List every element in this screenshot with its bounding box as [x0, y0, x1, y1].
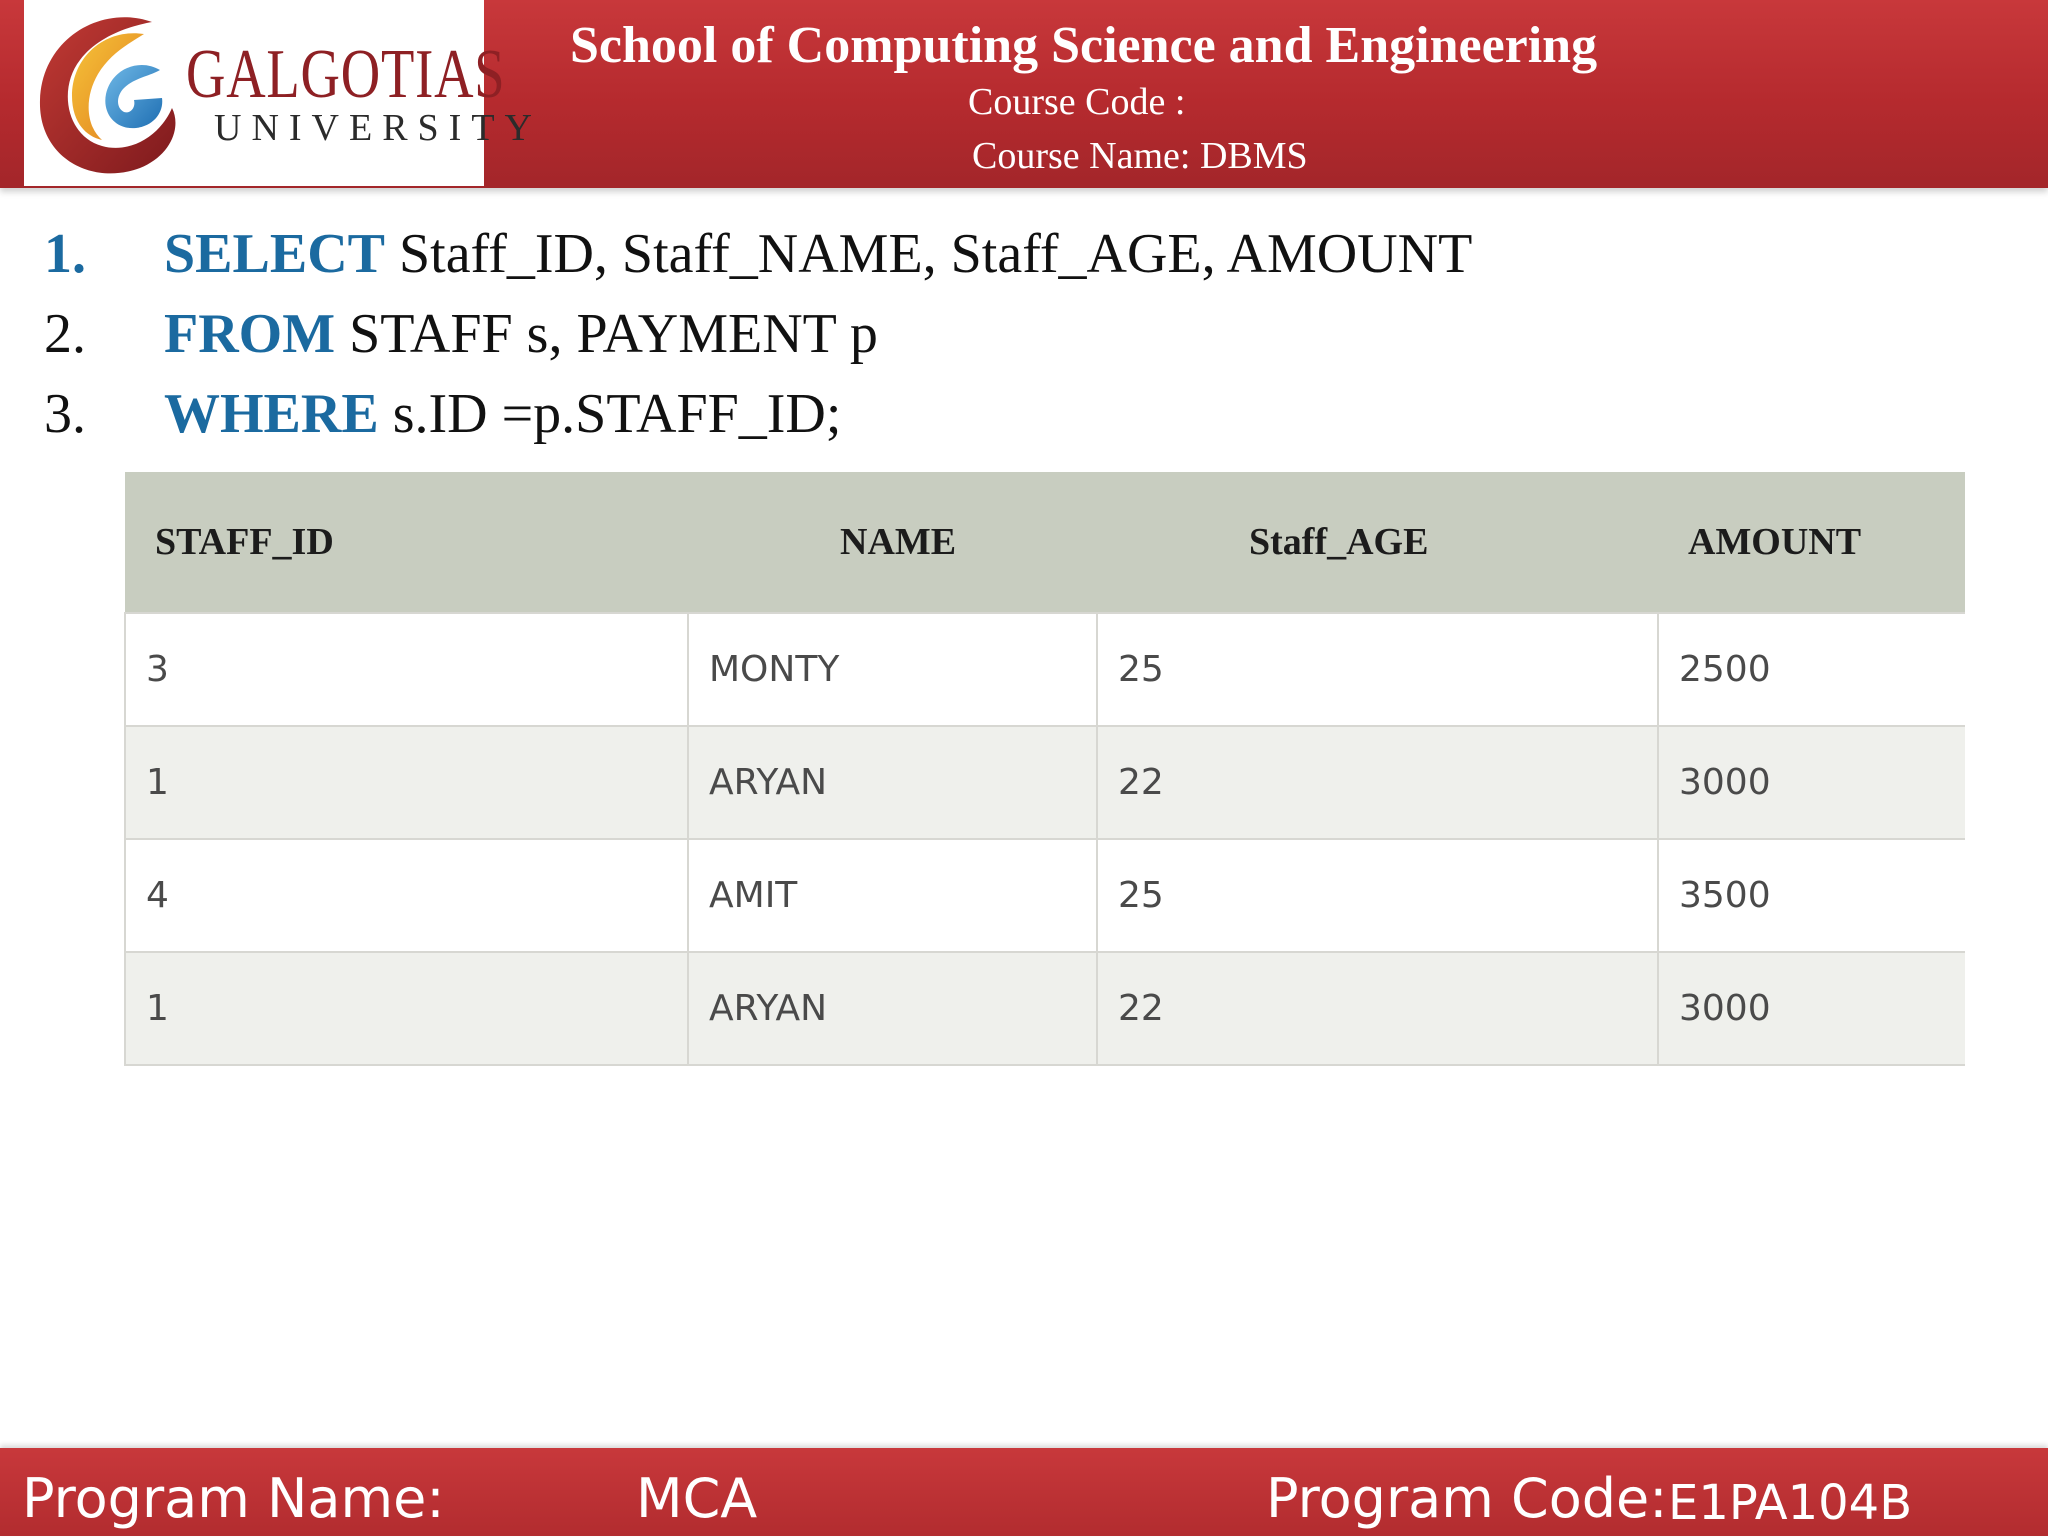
table-cell: 22: [1097, 952, 1658, 1065]
table-row: [125, 952, 1965, 1065]
table-cell: 25: [1097, 839, 1658, 952]
course-code: Course Code :: [968, 81, 1186, 123]
sql-keyword: FROM: [164, 303, 336, 365]
sql-statement: [164, 214, 1472, 294]
header-band: [0, 0, 2048, 188]
table-cell: 3000: [1658, 726, 1965, 839]
table-cell: 2500: [1658, 613, 1965, 726]
data-table: [124, 472, 1965, 1066]
table-cell: 3: [125, 613, 688, 726]
sql-text: Staff_ID, Staff_NAME, Staff_AGE, AMOUNT: [385, 223, 1473, 285]
line-number: 3.: [44, 383, 86, 445]
table-row: [125, 839, 1965, 952]
table-cell: 4: [125, 839, 688, 952]
table-cell: 3500: [1658, 839, 1965, 952]
logo-wordmark: GALGOTIAS: [186, 36, 506, 113]
table-cell: ARYAN: [688, 952, 1097, 1065]
column-header-name: NAME: [688, 472, 1097, 613]
sql-statement: [164, 294, 878, 374]
table-header-row: [125, 472, 1965, 613]
table-cell: 3000: [1658, 952, 1965, 1065]
footer-band: [0, 1448, 2048, 1536]
table-cell: ARYAN: [688, 726, 1097, 839]
table-row: [125, 613, 1965, 726]
sql-query: [44, 214, 2004, 454]
column-header-amount: AMOUNT: [1658, 472, 1965, 613]
sql-line: [44, 214, 2004, 294]
school-title: School of Computing Science and Engineering: [570, 17, 1598, 74]
sql-keyword: SELECT: [164, 223, 385, 285]
course-name: Course Name: DBMS: [972, 135, 1308, 177]
sql-line: [44, 294, 2004, 374]
table-cell: 1: [125, 952, 688, 1065]
column-header-staff-id: STAFF_ID: [125, 472, 688, 613]
column-header-staff-age: Staff_AGE: [1097, 472, 1658, 613]
result-table: [124, 472, 1964, 1066]
table-cell: 22: [1097, 726, 1658, 839]
sql-line: [44, 374, 2004, 454]
table-row: [125, 726, 1965, 839]
table-cell: 25: [1097, 613, 1658, 726]
program-code-value: E1PA104B: [1668, 1475, 1913, 1531]
sql-statement: [164, 374, 841, 454]
program-code-label: Program Code:: [1266, 1467, 1668, 1530]
sql-text: s.ID =p.STAFF_ID;: [378, 383, 842, 445]
galgotias-logo-icon: [32, 8, 184, 178]
line-number: 2.: [44, 303, 86, 365]
university-logo: [24, 0, 542, 186]
program-name-value: MCA: [636, 1467, 758, 1530]
table-cell: 1: [125, 726, 688, 839]
line-number: 1.: [44, 223, 86, 285]
table-cell: MONTY: [688, 613, 1097, 726]
sql-keyword: WHERE: [164, 383, 379, 445]
table-cell: AMIT: [688, 839, 1097, 952]
sql-text: STAFF s, PAYMENT p: [335, 303, 878, 365]
program-name-label: Program Name:: [22, 1467, 445, 1530]
logo-subtitle: UNIVERSITY: [214, 107, 542, 149]
